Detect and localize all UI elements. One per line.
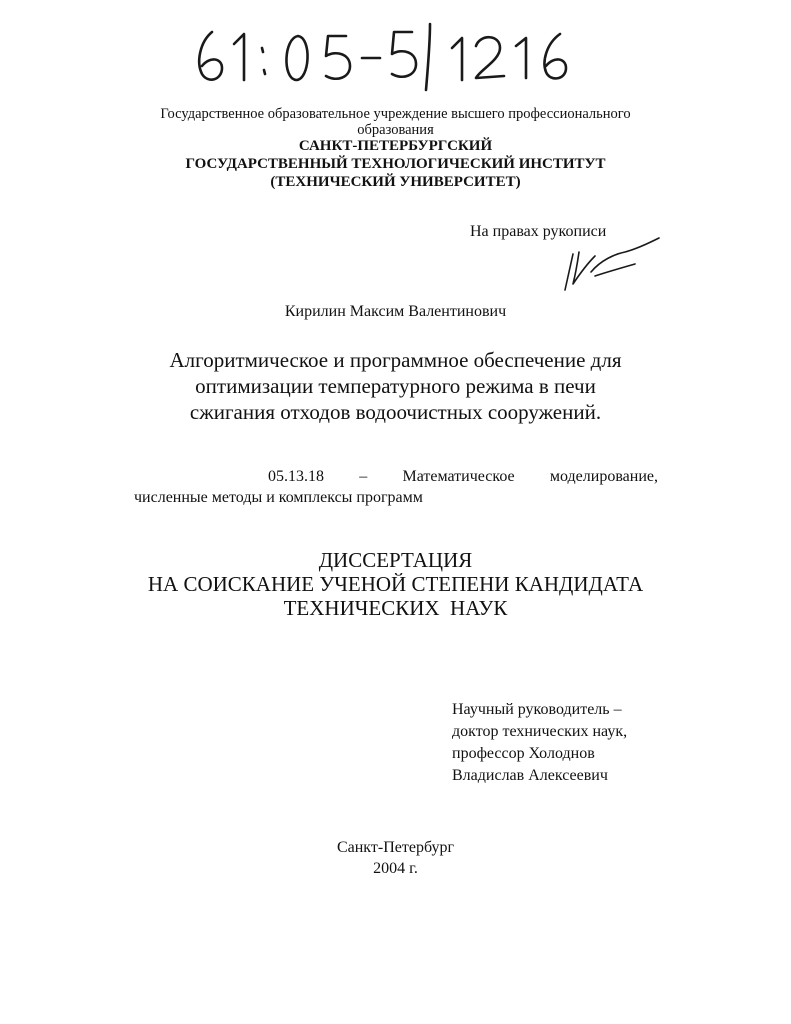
supervisor-given-names: Владислав Алексеевич <box>452 767 608 784</box>
year: 2004 г. <box>373 860 418 877</box>
specialty-dash: – <box>359 468 368 485</box>
dissertation-title-line1: Алгоритмическое и программное обеспечение для <box>169 348 622 372</box>
specialty-word1: Математическое <box>402 468 515 485</box>
institution-type-line-cont: образования <box>357 122 434 138</box>
dissertation-title-line2: оптимизации температурного режима в печи <box>195 374 596 398</box>
institution-name-line3: (ТЕХНИЧЕСКИЙ УНИВЕРСИТЕТ) <box>270 174 521 190</box>
institution-name-line1: САНКТ-ПЕТЕРБУРГСКИЙ <box>298 138 493 154</box>
supervisor-role: Научный руководитель – <box>452 701 622 718</box>
specialty-row <box>268 467 658 487</box>
supervisor-title-surname: профессор Холоднов <box>452 745 595 762</box>
institution-name-line2: ГОСУДАРСТВЕННЫЙ ТЕХНОЛОГИЧЕСКИЙ ИНСТИТУТ <box>185 156 606 172</box>
specialty-continuation: численные методы и комплексы программ <box>134 489 423 506</box>
dissertation-title-line3: сжигания отходов водоочистных сооружений. <box>189 400 602 424</box>
degree-line2: ТЕХНИЧЕСКИХ НАУК <box>283 596 508 620</box>
supervisor-degree: доктор технических наук, <box>452 723 628 740</box>
specialty-code: 05.13.18 <box>268 468 324 485</box>
author-name: Кирилин Максим Валентинович <box>284 303 507 320</box>
specialty-word2: моделирование, <box>549 468 658 485</box>
degree-line1: НА СОИСКАНИЕ УЧЕНОЙ СТЕПЕНИ КАНДИДАТА <box>147 572 644 596</box>
handwritten-signature <box>555 232 665 296</box>
handwritten-archive-code <box>190 14 610 94</box>
manuscript-note: На правах рукописи <box>470 223 607 240</box>
city: Санкт-Петербург <box>336 839 455 856</box>
institution-type-line: Государственное образовательное учреждение высшего профессионального <box>160 106 631 122</box>
dissertation-heading: ДИССЕРТАЦИЯ <box>318 548 473 572</box>
